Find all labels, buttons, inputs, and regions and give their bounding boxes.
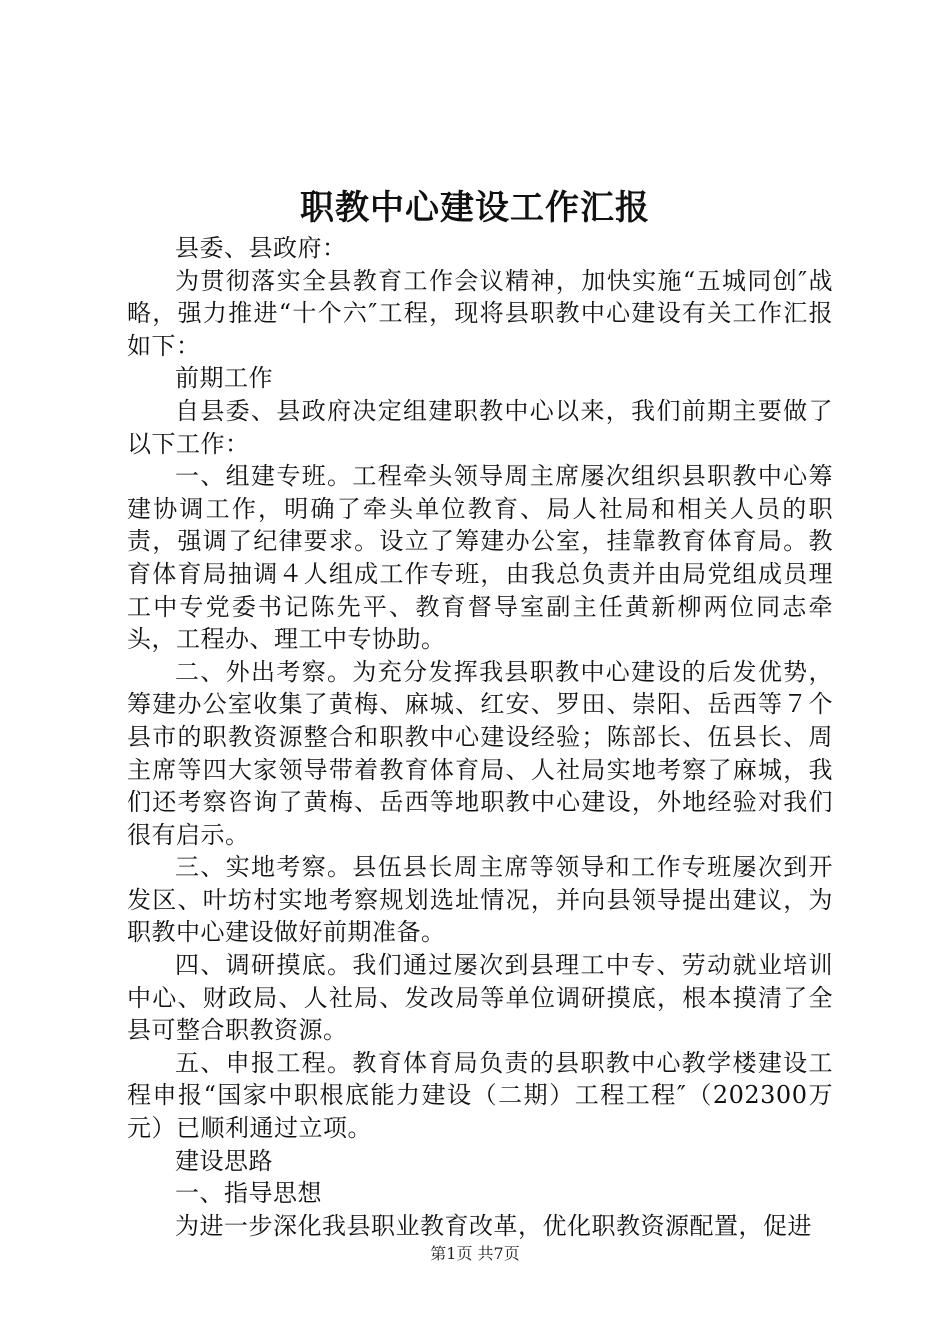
section-heading-preliminary-work: 前期工作 [175, 364, 273, 393]
salutation: 县委、县政府： [175, 234, 347, 262]
item-4-paragraph: 四、调研摸底。我们通过屡次到县理工中专、劳动就业培训中心、财政局、人社局、发改局等单位调研摸底，根本摸清了全县可整合职教资源。 [127, 951, 833, 1045]
preliminary-intro-paragraph: 自县委、县政府决定组建职教中心以来，我们前期主要做了以下工作： [127, 396, 833, 458]
subheading-guiding-ideology: 一、指导思想 [175, 1179, 322, 1208]
item-1-paragraph: 一、组建专班。工程牵头领导周主席屡次组织县职教中心筹建协调工作，明确了牵头单位教育、局人社局和相关人员的职责，强调了纪律要求。设立了筹建办公室，挂靠教育体育局。教育体育局抽调４人组成工作专班，由我总负责并由局党组成员理工中专党委书记陈先平、教育督导室副主任黄新柳两位同志牵头，工程办、理工中专协助。 [127, 462, 833, 654]
section-heading-construction-ideas: 建设思路 [175, 1146, 273, 1175]
item-3-paragraph: 三、实地考察。县伍县长周主席等领导和工作专班屡次到开发区、叶坊村实地考察规划选址情况，并向县领导提出建议，为职教中心建设做好前期准备。 [127, 853, 833, 947]
document-body [127, 232, 833, 1242]
page-footer: 第1页 共7页 [430, 1244, 520, 1263]
item-2-paragraph: 二、外出考察。为充分发挥我县职教中心建设的后发优势，筹建办公室收集了黄梅、麻城、红安、罗田、崇阳、岳西等７个县市的职教资源整合和职教中心建设经验；陈部长、伍县长、周主席等四大家领导带着教育体育局、人社局实地考察了麻城，我们还考察咨询了黄梅、岳西等地职教中心建设，外地经验对我们很有启示。 [127, 657, 833, 849]
guiding-ideology-paragraph: 为进一步深化我县职业教育改革，优化职教资源配置，促进 [175, 1211, 812, 1240]
item-5-paragraph: 五、申报工程。教育体育局负责的县职教中心教学楼建设工程申报“国家中职根底能力建设（二期）工程工程″（202300万元）已顺利通过立项。 [127, 1048, 833, 1143]
document-title: 职教中心建设工作汇报 [300, 188, 650, 228]
intro-paragraph: 为贯彻落实全县教育工作会议精神，加快实施“五城同创″战略，强力推进“十个六″工程，现将县职教中心建设有关工作汇报如下： [127, 266, 833, 360]
